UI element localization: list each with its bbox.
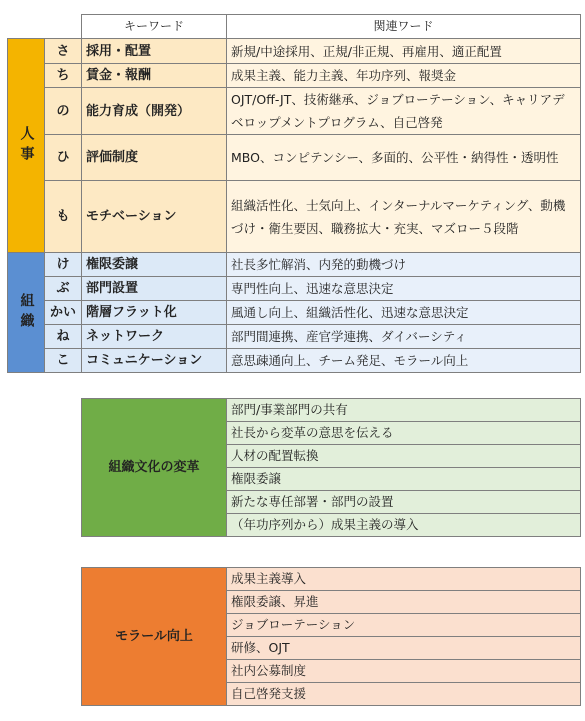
- culture-item: 社長から変革の意思を伝える: [227, 422, 581, 445]
- morale-item: ジョブローテーション: [227, 614, 581, 637]
- morale-table: [81, 567, 581, 706]
- culture-table: [81, 398, 581, 537]
- row-letter: ね: [45, 325, 82, 349]
- keyword-table: [7, 14, 581, 373]
- culture-item: （年功序列から）成果主義の導入: [227, 514, 581, 537]
- header-blank: [8, 15, 82, 39]
- morale-item: 自己啓発支援: [227, 683, 581, 706]
- morale-item: 成果主義導入: [227, 568, 581, 591]
- morale-item: 社内公募制度: [227, 660, 581, 683]
- row-letter: も: [45, 181, 82, 253]
- morale-title: モラール向上: [82, 568, 227, 706]
- row-keyword: 部門設置: [82, 277, 227, 301]
- row-related: 専門性向上、迅速な意思決定: [227, 277, 581, 301]
- row-related: 社長多忙解消、内発的動機づけ: [227, 253, 581, 277]
- row-letter: ひ: [45, 135, 82, 181]
- row-keyword: 能力育成（開発）: [82, 88, 227, 135]
- row-related: 成果主義、能力主義、年功序列、報奨金: [227, 64, 581, 88]
- row-letter: かい: [45, 301, 82, 325]
- row-related: 新規/中途採用、正規/非正規、再雇用、適正配置: [227, 39, 581, 64]
- morale-item: 権限委譲、昇進: [227, 591, 581, 614]
- row-letter: ち: [45, 64, 82, 88]
- row-letter: け: [45, 253, 82, 277]
- row-keyword: 権限委譲: [82, 253, 227, 277]
- row-keyword: モチベーション: [82, 181, 227, 253]
- row-related: 意思疎通向上、チーム発足、モラール向上: [227, 349, 581, 373]
- row-keyword: コミュニケーション: [82, 349, 227, 373]
- group-org-label: 組織: [8, 253, 45, 373]
- culture-item: 新たな専任部署・部門の設置: [227, 491, 581, 514]
- row-letter: こ: [45, 349, 82, 373]
- row-letter: さ: [45, 39, 82, 64]
- row-keyword: 評価制度: [82, 135, 227, 181]
- morale-item: 研修、OJT: [227, 637, 581, 660]
- culture-title: 組織文化の変革: [82, 399, 227, 537]
- row-related: 部門間連携、産官学連携、ダイバーシティ: [227, 325, 581, 349]
- culture-item: 部門/事業部門の共有: [227, 399, 581, 422]
- row-keyword: ネットワーク: [82, 325, 227, 349]
- row-letter: の: [45, 88, 82, 135]
- row-related: 風通し向上、組織活性化、迅速な意思決定: [227, 301, 581, 325]
- row-related: MBO、コンピテンシー、多面的、公平性・納得性・透明性: [227, 135, 581, 181]
- header-keyword: キーワード: [82, 15, 227, 39]
- row-keyword: 階層フラット化: [82, 301, 227, 325]
- row-letter: ぶ: [45, 277, 82, 301]
- row-related: 組織活性化、士気向上、インターナルマーケティング、動機づけ・衛生要因、職務拡大・充実、マズロー５段階: [227, 181, 581, 253]
- header-related: 関連ワード: [227, 15, 581, 39]
- group-hr-label: 人事: [8, 39, 45, 253]
- row-related: OJT/Off-JT、技術継承、ジョブローテーション、キャリアデベロップメントプログラム、自己啓発: [227, 88, 581, 135]
- culture-item: 権限委譲: [227, 468, 581, 491]
- row-keyword: 採用・配置: [82, 39, 227, 64]
- culture-item: 人材の配置転換: [227, 445, 581, 468]
- row-keyword: 賃金・報酬: [82, 64, 227, 88]
